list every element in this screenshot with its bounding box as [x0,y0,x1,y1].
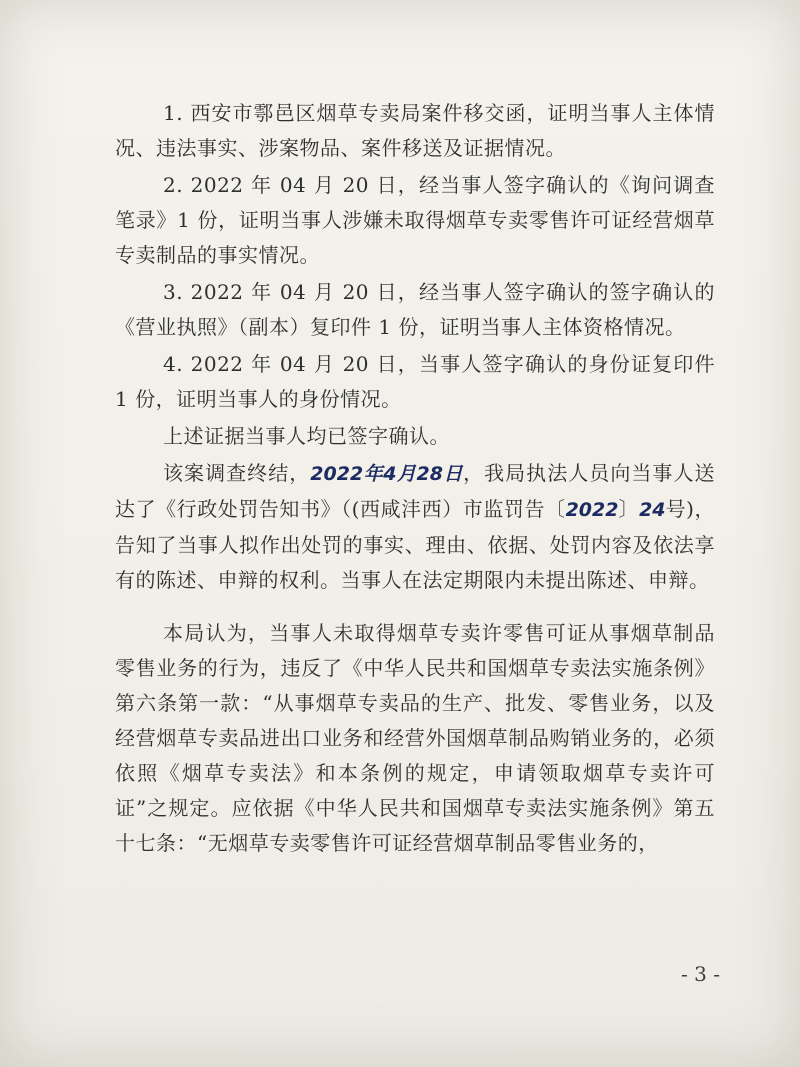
conclusion-text-1: 该案调查终结， [163,461,311,485]
investigation-conclusion [115,456,715,598]
evidence-confirmation: 上述证据当事人均已签字确认。 [163,424,450,448]
conclusion-text-2: ，我局执法人员向当事人送达了《行政处罚告知书》（(西咸沣西）市监罚告〔 [115,461,715,521]
handwritten-year: 2022 [565,499,619,521]
document-body [115,96,715,863]
handwritten-number: 24 [639,499,666,521]
handwritten-date: 2022年4月28日 [310,463,464,485]
evidence-item-3: 3. 2022 年 04 月 20 日，经当事人签字确认的签字确认的《营业执照》（副本）复印件 1 份，证明当事人主体资格情况。 [115,280,715,339]
page-number: - 3 - [681,962,720,986]
evidence-item-4: 4. 2022 年 04 月 20 日，当事人签字确认的身份证复印件 1 份，证明当事人的身份情况。 [115,352,715,411]
conclusion-text-4: 号)，告知了当事人拟作出处罚的事实、理由、依据、处罚内容及依法享有的陈述、申辩的权利。当事人在法定期限内未提出陈述、申辩。 [115,497,715,592]
evidence-item-2: 2. 2022 年 04 月 20 日，经当事人签字确认的《询问调查笔录》1 份，证明当事人涉嫌未取得烟草专卖零售许可证经营烟草专卖制品的事实情况。 [115,173,715,267]
evidence-item-1: 1. 西安市鄠邑区烟草专卖局案件移交函，证明当事人主体情况、违法事实、涉案物品、案件移送及证据情况。 [115,101,715,160]
conclusion-text-3: 〕 [618,497,640,521]
legal-finding: 本局认为，当事人未取得烟草专卖许零售可证从事烟草制品零售业务的行为，违反了《中华人民共和国烟草专卖法实施条例》第六条第一款：“从事烟草专卖品的生产、批发、零售业务，以及经营烟草专卖品进出口业务和经营外国烟草制品购销业务的，必须依照《烟草专卖法》和本条例的规定，申请领取烟草专卖许可证”之规定。应依据《中华人民共和国烟草专卖法实施条例》第五十七条：“无烟草专卖零售许可证经营烟草制品零售业务的， [115,621,715,855]
